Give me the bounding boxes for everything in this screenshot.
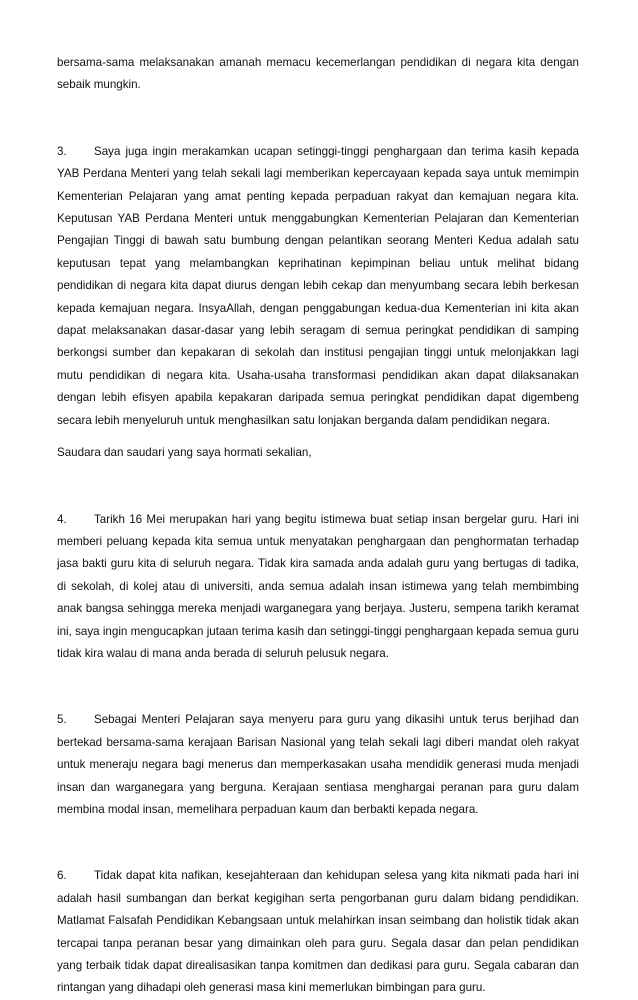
paragraph-5 [57, 709, 579, 821]
paragraph-text: Saya juga ingin merakamkan ucapan setinggi-tinggi penghargaan dan terima kasih kepada YAB Perdana Menteri yang telah sekali lagi memberikan kepercayaan kepada saya untuk memimpin Kementerian Pelajaran yang amat penting kepada perpaduan rakyat dan kemajuan negara kita. Keputusan YAB Perdana Menteri untuk menggabungkan Kementerian Pelajaran dan Kementerian Pengajian Tinggi di bawah satu bumbung dengan pelantikan seorang Menteri Kedua adalah satu keputusan tepat yang melambangkan keprihatinan kepimpinan beliau untuk melihat bidang pendidikan di negara kita dapat diurus dengan lebih cekap dan menyumbang secara lebih berkesan kepada kemajuan negara. InsyaAllah, dengan penggabungan kedua-dua Kementerian ini kita akan dapat melaksanakan dasar-dasar yang lebih seragam di semua peringkat pendidikan di samping berkongsi sumber dan kepakaran di sekolah dan institusi pengajian tinggi untuk melonjakkan lagi mutu pendidikan di negara kita. Usaha-usaha transformasi pendidikan akan dapat dilaksanakan dengan lebih efisyen apabila kepakaran daripada semua peringkat pendidikan dapat digembeng secara lebih menyeluruh untuk menghasilkan satu lonjakan berganda dalam pendidikan negara. [57, 144, 579, 427]
paragraph-spacer [57, 465, 579, 509]
paragraph-spacer [57, 432, 579, 442]
paragraph-3 [57, 141, 579, 432]
paragraph-text: Tidak dapat kita nafikan, kesejahteraan dan kehidupan selesa yang kita nikmati pada hari ini adalah hasil sumbangan dan berkat kegigihan serta pengorbanan guru dalam bidang pendidikan. Matlamat Falsafah Pendidikan Kebangsaan untuk melahirkan insan seimbang dan holistik tidak akan tercapai tanpa peranan besar yang dimainkan oleh para guru. Segala dasar dan pelan pendidikan yang terbaik tidak dapat direalisasikan tanpa komitmen dan dedikasi para guru. Segala cabaran dan rintangan yang dihadapi oleh generasi masa kini memerlukan bimbingan para guru. [57, 869, 579, 995]
paragraph-spacer [57, 821, 579, 865]
paragraph-spacer [57, 97, 579, 141]
continuation-text: bersama-sama melaksanakan amanah memacu kecemerlangan pendidikan di negara kita dengan sebaik mungkin. [57, 56, 579, 92]
paragraph-text: Tarikh 16 Mei merupakan hari yang begitu istimewa buat setiap insan bergelar guru. Hari ini memberi peluang kepada kita semua untuk menyatakan penghargaan dan penghormatan terhadap jasa bakti guru kita di seluruh negara. Tidak kira samada anda adalah guru yang bertugas di tadika, di sekolah, di kolej atau di universiti, anda semua adalah insan istimewa yang telah membimbing anak bangsa sehingga mereka menjadi warganegara yang berjaya. Justeru, sempena tarikh keramat ini, saya ingin mengucapkan jutaan terima kasih dan setinggi-tinggi penghargaan kepada semua guru tidak kira walau di mana anda berada di seluruh pelusuk negara. [57, 512, 579, 660]
paragraph-number: 6. [57, 869, 67, 883]
paragraph-number: 3. [57, 144, 67, 158]
paragraph-text: Sebagai Menteri Pelajaran saya menyeru para guru yang dikasihi untuk terus berjihad dan bertekad bersama-sama kerajaan Barisan Nasional yang telah sekali lagi diberi mandat oleh rakyat untuk meneraju negara bagi menerus dan memperkasakan usaha mendidik generasi muda menjadi insan dan warganegara yang berguna. Kerajaan sentiasa menghargai peranan para guru dalam membina modal insan, memelihara perpaduan kaum dan berbakti kepada negara. [57, 713, 579, 816]
paragraph-spacer [57, 665, 579, 709]
paragraph-number: 5. [57, 713, 67, 727]
continuation-paragraph [57, 52, 579, 97]
paragraph-number: 4. [57, 512, 67, 526]
salutation-text: Saudara dan saudari yang saya hormati sekalian, [57, 446, 312, 460]
paragraph-6 [57, 865, 579, 999]
salutation [57, 442, 579, 464]
paragraph-4 [57, 509, 579, 666]
document-page [57, 52, 579, 1000]
